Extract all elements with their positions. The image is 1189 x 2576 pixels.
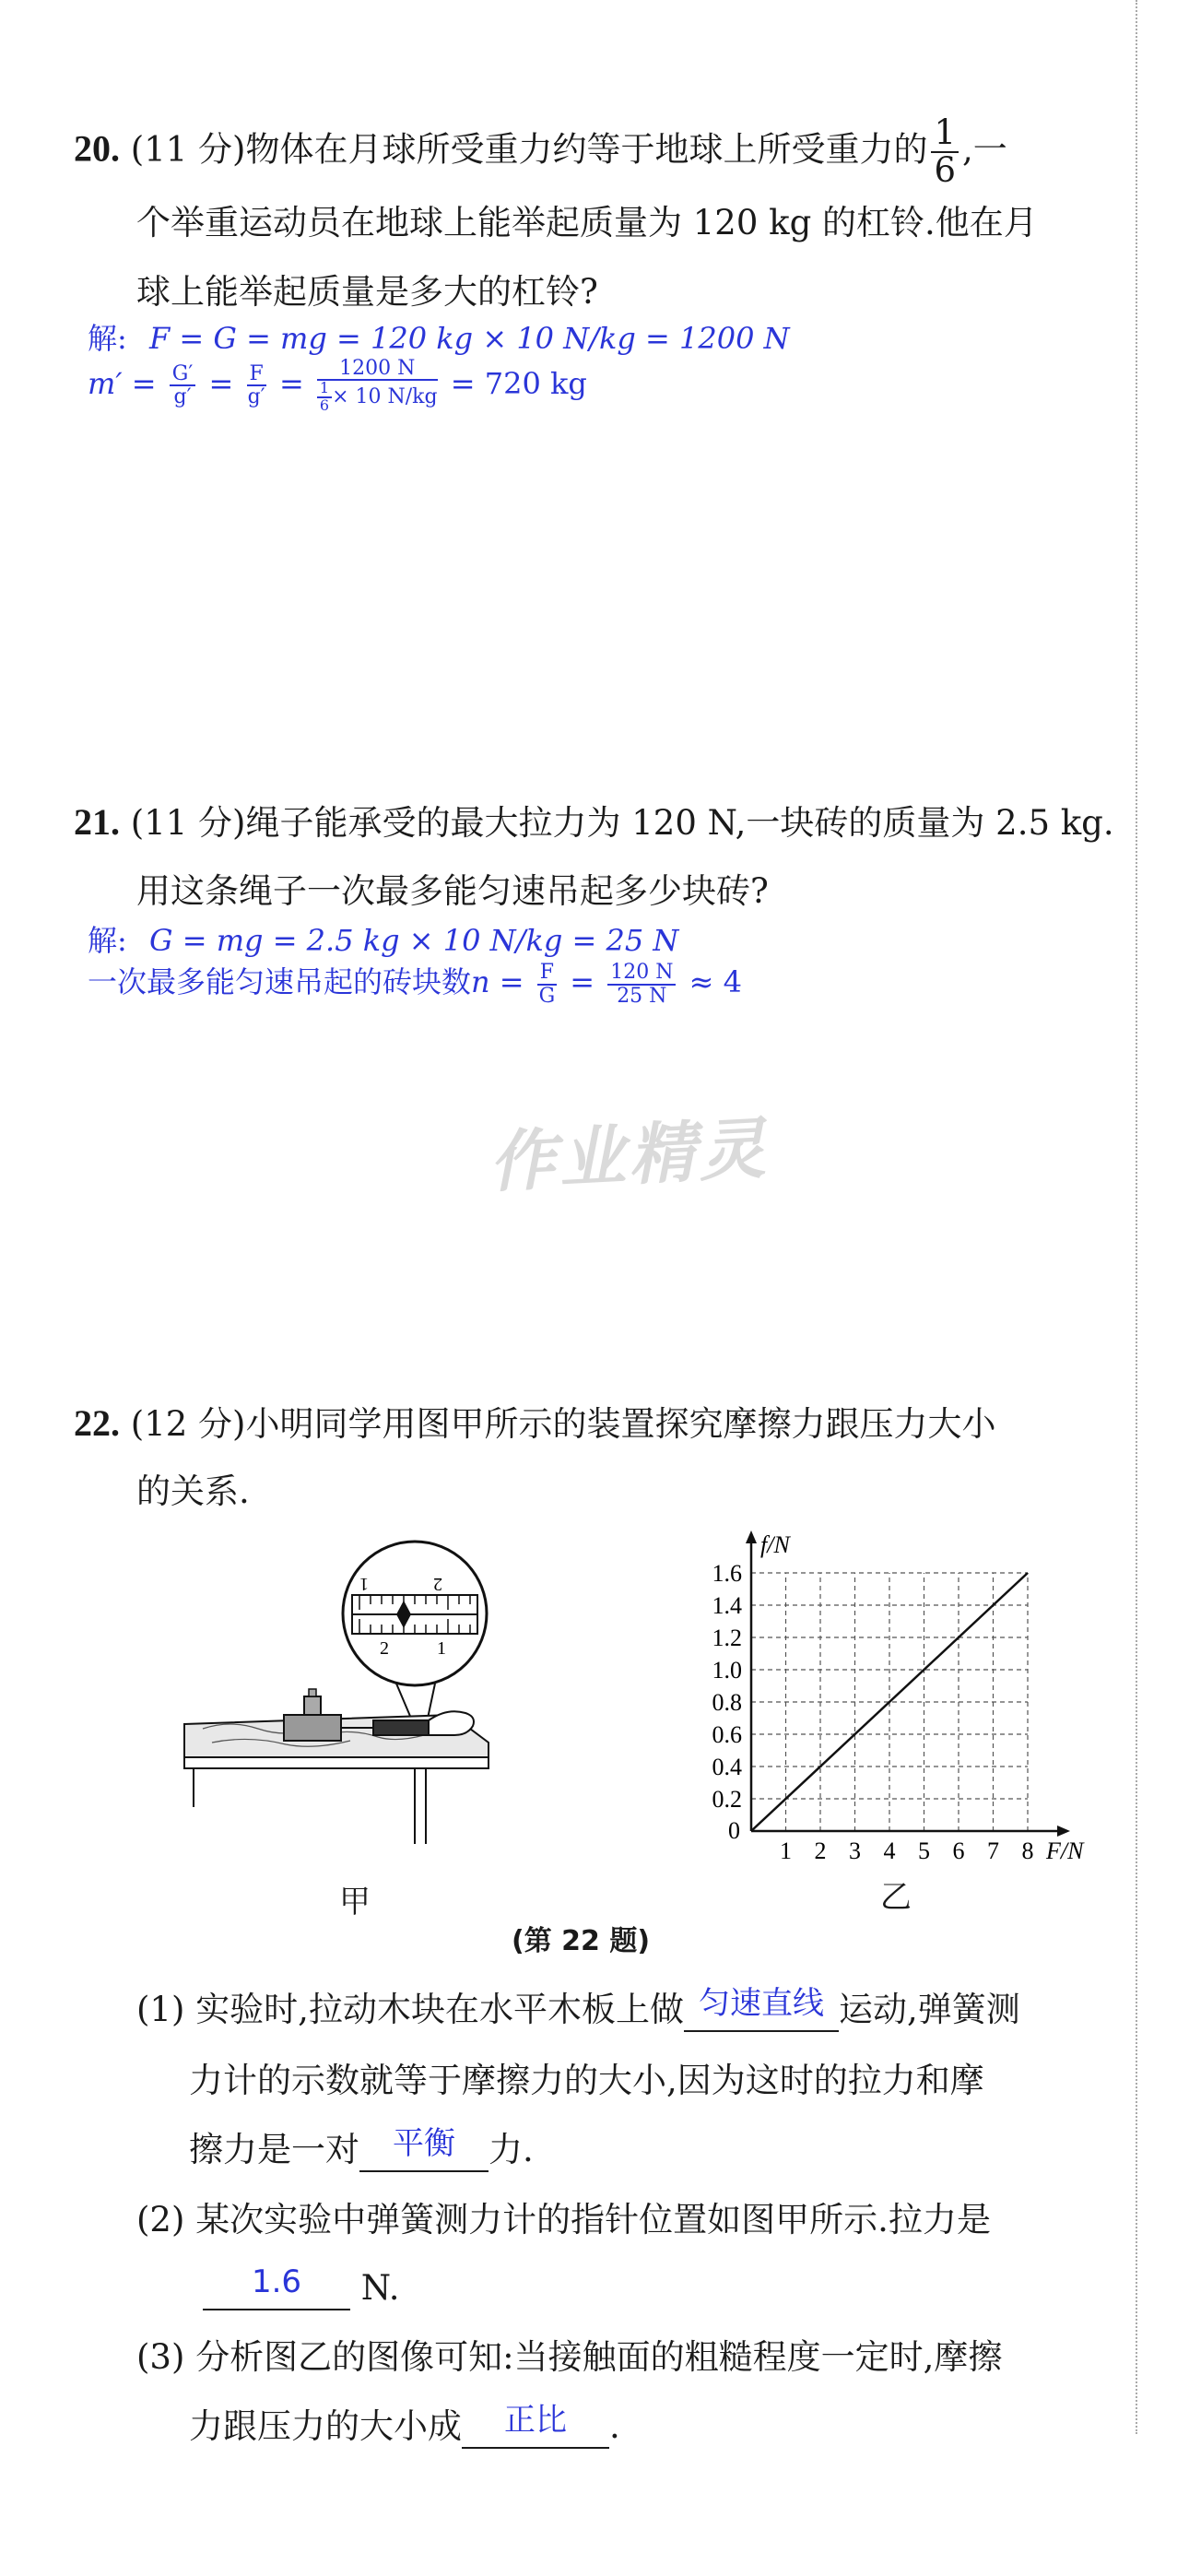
x-tick-label: 5	[918, 1837, 930, 1864]
q21-text-1: (11 分)绳子能承受的最大拉力为 120 N,一块砖的质量为 2.5 kg.	[130, 803, 1114, 843]
q20-answer-frac3-inner: $\frac{1}{6}$	[317, 381, 332, 414]
y-tick-label: 0.6	[712, 1721, 742, 1748]
q21-answer-line2: 一次最多能匀速吊起的砖块数n = $\frac{F}{G}$ = $\frac{120 N}{25 N}$ ≈ 4	[88, 961, 742, 1008]
q21-line1	[74, 800, 1114, 845]
q21-answer-result: ≈ 4	[689, 964, 742, 999]
q22-sub3-line1	[136, 2337, 1002, 2378]
q20-answer-result: = 720 kg	[450, 365, 587, 401]
figure-apparatus	[175, 1540, 525, 1872]
q20-fraction: $\frac{1}{6}$	[931, 115, 959, 189]
q22-sub1-line2: 力计的示数就等于摩擦力的大小,因为这时的拉力和摩	[189, 2061, 984, 2100]
q20-answer-lhs: m′ =	[88, 365, 157, 401]
origin-label: 0	[728, 1817, 740, 1844]
q20-line2: 个举重运动员在地球上能举起质量为 120 kg 的杠铃.他在月	[136, 203, 1038, 242]
gauge-label-2: 2	[433, 1574, 442, 1594]
q21-answer-eq1: G = mg = 2.5 kg × 10 N/kg = 25 N	[148, 923, 679, 958]
spring-scale	[373, 1720, 429, 1735]
table-top	[184, 1757, 489, 1768]
x-axis-label: F/N	[1046, 1837, 1084, 1864]
q21-answer-frac1: $\frac{F}{G}$	[538, 961, 556, 1008]
gauge-label-1: 1	[359, 1574, 369, 1594]
q20-number: 20.	[74, 127, 120, 170]
q22-sub3-line2	[189, 2402, 620, 2449]
figure-right-label: 乙	[880, 1879, 912, 1916]
q22-sub1-text-b: 运动,弹簧测	[838, 1990, 1020, 2029]
q22-sub1-line3	[189, 2125, 534, 2172]
q20-answer-line1	[88, 315, 790, 358]
q20-answer-line2: m′ = $\frac{G'}{g'}$ = $\frac{F}{g'}$ = 1200 N $\frac{1}{6}$ × 10 N/kg = 720 kg	[88, 357, 587, 414]
y-tick-label: 1.2	[712, 1625, 742, 1651]
q20-answer-label: 解:	[88, 321, 127, 356]
figure-left-label: 甲	[339, 1884, 371, 1920]
friction-chart	[664, 1531, 1084, 1888]
x-tick-label: 8	[1021, 1837, 1034, 1864]
q22-sub1-text-d: 力.	[489, 2130, 534, 2169]
q22-sub1-number: (1)	[136, 1990, 185, 2029]
q22-sub2-text: 某次实验中弹簧测力计的指针位置如图甲所示.拉力是	[195, 2200, 991, 2239]
q22-sub2-unit: N.	[360, 2268, 400, 2308]
q20-line1	[74, 112, 1007, 190]
q22-line1	[74, 1401, 995, 1446]
q21-number: 21.	[74, 801, 120, 843]
q22-sub1-text-c: 擦力是一对	[189, 2130, 359, 2169]
q22-number: 22.	[74, 1402, 120, 1444]
x-tick-label: 7	[987, 1837, 999, 1864]
x-tick-label: 4	[883, 1837, 896, 1864]
q22-line2: 的关系.	[136, 1471, 250, 1511]
gauge-label-3: 2	[380, 1638, 389, 1659]
y-tick-label: 1.6	[712, 1560, 742, 1587]
q20-line3: 球上能举起质量是多大的杠铃?	[136, 272, 598, 312]
q22-sub3-number: (3)	[136, 2337, 185, 2377]
y-axis-label: f/N	[760, 1531, 790, 1558]
weight	[304, 1696, 321, 1715]
figure-caption: (第 22 题)	[512, 1925, 651, 1957]
q22-sub2-line2	[203, 2263, 400, 2310]
q22-text-1: (12 分)小明同学用图甲所示的装置探究摩擦力跟压力大小	[130, 1404, 996, 1444]
y-tick-label: 0.8	[712, 1689, 742, 1716]
page-edge-rule	[1136, 0, 1137, 2434]
x-tick-label: 3	[849, 1837, 861, 1864]
wood-block	[284, 1715, 341, 1741]
q22-sub1-text-a: 实验时,拉动木块在水平木板上做	[195, 1990, 684, 2029]
q22-sub2-line1	[136, 2200, 991, 2240]
y-axis-arrow	[746, 1530, 757, 1543]
q21-answer-var: n =	[471, 964, 524, 999]
q22-sub1-blank2: 平衡	[359, 2130, 489, 2172]
x-tick-label: 2	[814, 1837, 827, 1864]
q21-line2: 用这条绳子一次最多能匀速吊起多少块砖?	[136, 871, 769, 911]
q22-sub3-text: 分析图乙的图像可知:当接触面的粗糙程度一定时,摩擦	[195, 2337, 1003, 2377]
q21-answer-text: 一次最多能匀速吊起的砖块数	[88, 964, 472, 999]
q20-text-1: (11 分)物体在月球所受重力约等于地球上所受重力的	[130, 129, 928, 170]
x-tick-label: 1	[780, 1837, 792, 1864]
q20-answer-eq1: F = G = mg = 120 kg × 10 N/kg = 1200 N	[148, 321, 790, 356]
q20-answer-frac2: $\frac{F}{g'}$	[247, 362, 265, 409]
q20-answer-frac1: $\frac{G'}{g'}$	[170, 363, 196, 408]
gauge-label-4: 1	[437, 1638, 446, 1659]
q22-sub3-blank: 正比	[462, 2406, 609, 2449]
q22-sub3-text-b: .	[609, 2406, 620, 2446]
q21-answer-line1	[88, 917, 678, 960]
x-tick-label: 6	[952, 1837, 965, 1864]
y-tick-label: 0.4	[712, 1754, 742, 1780]
q21-answer-frac2: $\frac{120 N}{25 N}$	[607, 962, 676, 1006]
x-axis-arrow	[1057, 1826, 1070, 1837]
q20-text-1-end: ,一	[962, 129, 1007, 170]
q22-sub3-text-a: 力跟压力的大小成	[189, 2406, 462, 2446]
q20-answer-frac3: 1200 N $\frac{1}{6}$ × 10 N/kg	[317, 358, 438, 414]
y-tick-label: 0.2	[712, 1786, 742, 1813]
q22-sub2-blank: 1.6	[203, 2268, 350, 2310]
y-tick-label: 1.4	[712, 1592, 742, 1619]
q21-answer-label: 解:	[88, 923, 127, 958]
watermark: 作业精灵	[487, 1109, 771, 1201]
q22-sub1-blank1: 匀速直线	[684, 1990, 839, 2032]
y-tick-label: 1.0	[712, 1657, 742, 1684]
q22-sub2-number: (2)	[136, 2200, 185, 2239]
q22-sub1-line1	[136, 1985, 1020, 2032]
